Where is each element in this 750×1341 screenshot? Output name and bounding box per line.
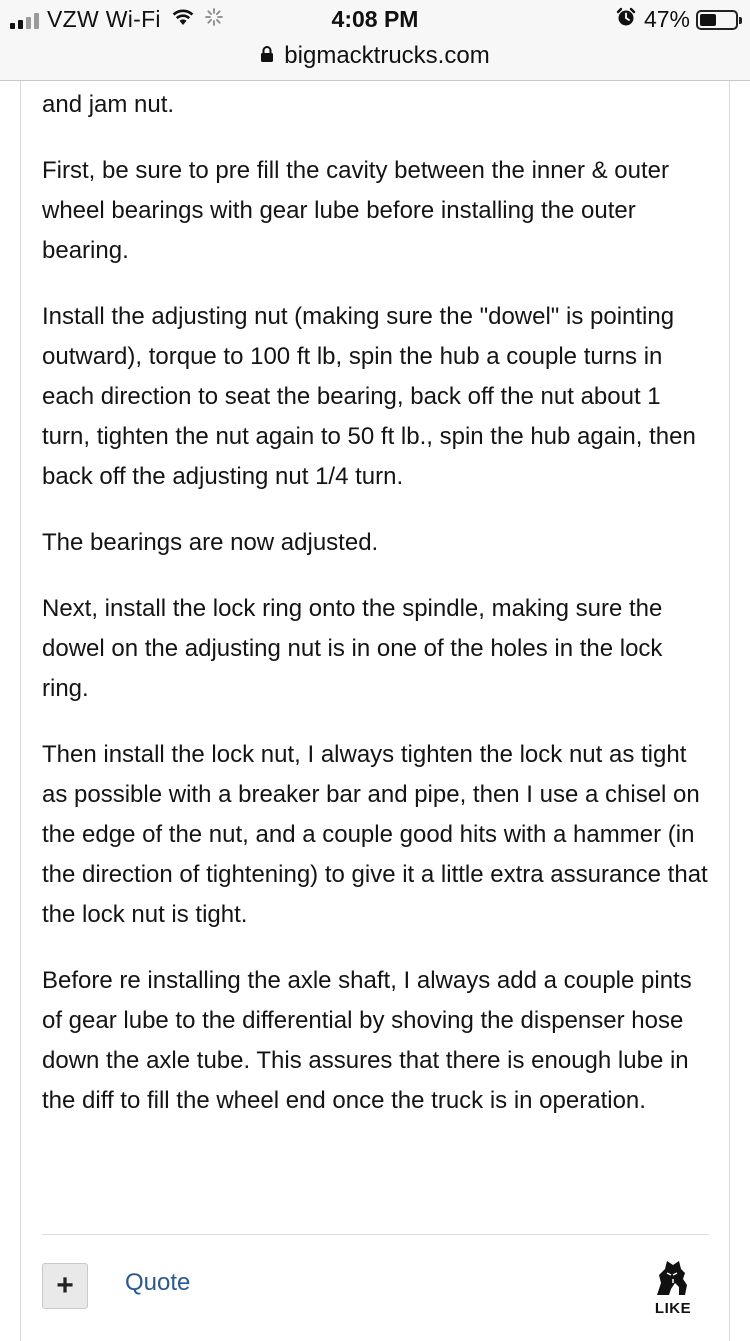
status-time: 4:08 PM xyxy=(331,6,419,32)
post-paragraph: The bearings are now adjusted. xyxy=(42,529,379,556)
post-paragraph: and jam nut. xyxy=(42,91,175,118)
battery-icon xyxy=(696,10,738,30)
bulldog-icon xyxy=(651,1284,695,1301)
post-paragraph: First, be sure to pre fill the cavity between the inner & outer wheel bearings with gear lube before installing the outer bearing. xyxy=(42,157,669,264)
alarm-icon xyxy=(616,7,636,32)
post-paragraph: Install the adjusting nut (making sure the "dowel" is pointing outward), torque to 100 ft lb, spin the hub a couple turns in each direction to seat the bearing, back off the nut about 1 turn, tighten the nut again to 50 ft lb., spin the hub again, then back off the adjusting nut 1/4 turn. xyxy=(42,303,696,490)
battery-percent: 47% xyxy=(643,6,690,32)
url-text[interactable]: bigmacktrucks.com xyxy=(284,42,490,69)
post-body xyxy=(42,85,712,1147)
post-footer-divider xyxy=(42,1234,709,1235)
post-paragraph: Next, install the lock ring onto the spindle, making sure the dowel on the adjusting nut is in one of the holes in the lock ring. xyxy=(42,595,663,702)
lock-icon xyxy=(260,45,274,68)
battery-fill xyxy=(700,14,716,26)
plus-icon: + xyxy=(56,1269,74,1302)
address-bar[interactable] xyxy=(0,40,750,81)
forum-post xyxy=(20,81,730,1341)
post-paragraph: Before re installing the axle shaft, I always add a couple pints of gear lube to the differential by shoving the dispenser hose down the axle tube. This assures that there is enough lube in the diff to fill the wheel end once the truck is in operation. xyxy=(42,967,692,1114)
like-button[interactable] xyxy=(641,1257,705,1317)
status-right xyxy=(616,6,738,33)
status-bar xyxy=(0,0,750,40)
carrier-name: VZW Wi-Fi xyxy=(47,6,161,32)
post-paragraph: Then install the lock nut, I always tighten the lock nut as tight as possible with a breaker bar and pipe, then I use a chisel on the edge of the nut, and a couple good hits with a hammer (in the direction of tightening) to give it a little extra assurance that the lock nut is tight. xyxy=(42,741,708,928)
quote-link[interactable]: Quote xyxy=(125,1269,191,1296)
like-label: LIKE xyxy=(654,1300,692,1317)
plus-button[interactable] xyxy=(42,1263,88,1309)
